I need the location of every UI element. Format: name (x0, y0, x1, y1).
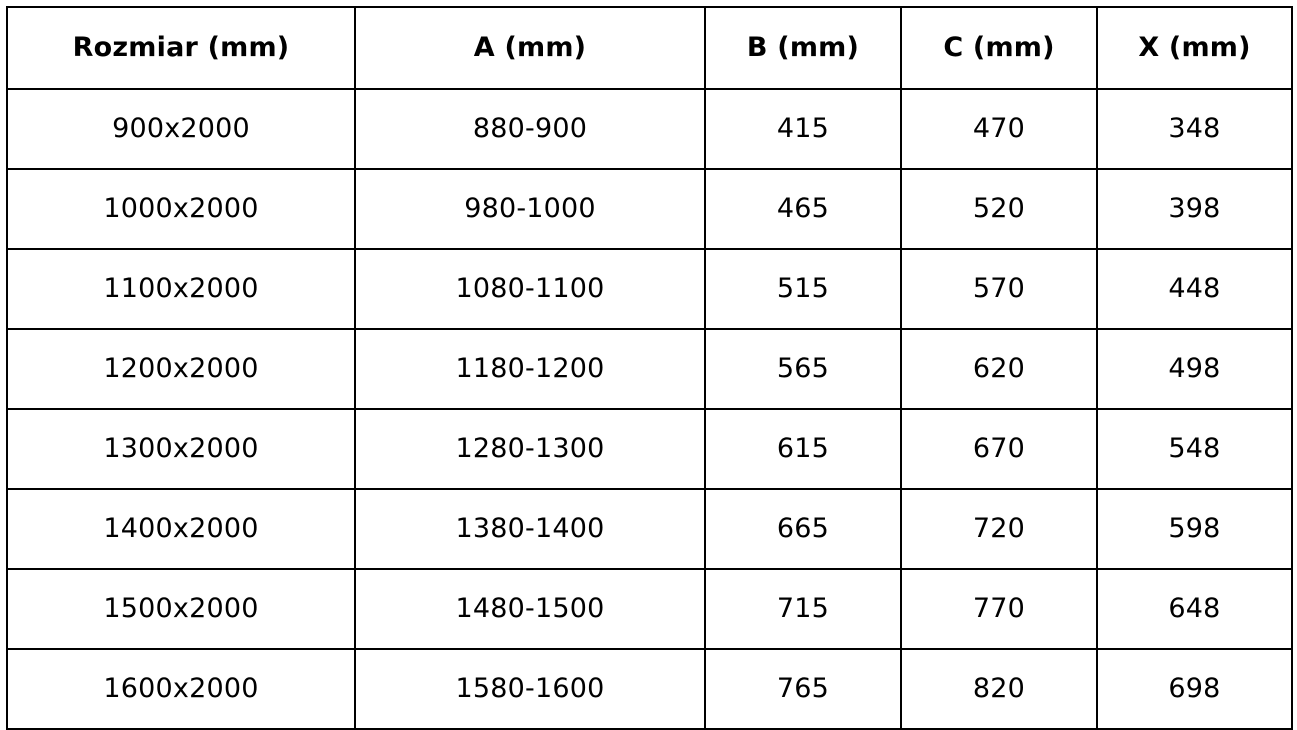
cell-b: 615 (705, 409, 901, 489)
column-header-x: X (mm) (1097, 7, 1292, 89)
cell-x: 548 (1097, 409, 1292, 489)
cell-c: 570 (901, 249, 1097, 329)
cell-size: 1500x2000 (7, 569, 355, 649)
table-body (7, 89, 1292, 729)
table-row (7, 649, 1292, 729)
column-header-c: C (mm) (901, 7, 1097, 89)
cell-x: 448 (1097, 249, 1292, 329)
cell-b: 665 (705, 489, 901, 569)
cell-x: 398 (1097, 169, 1292, 249)
cell-a: 880-900 (355, 89, 705, 169)
cell-x: 348 (1097, 89, 1292, 169)
cell-size: 900x2000 (7, 89, 355, 169)
cell-a: 980-1000 (355, 169, 705, 249)
cell-x: 598 (1097, 489, 1292, 569)
cell-size: 1400x2000 (7, 489, 355, 569)
cell-size: 1600x2000 (7, 649, 355, 729)
cell-b: 415 (705, 89, 901, 169)
table-row (7, 169, 1292, 249)
cell-b: 765 (705, 649, 901, 729)
cell-x: 648 (1097, 569, 1292, 649)
cell-c: 620 (901, 329, 1097, 409)
cell-c: 820 (901, 649, 1097, 729)
cell-c: 670 (901, 409, 1097, 489)
cell-b: 715 (705, 569, 901, 649)
cell-c: 720 (901, 489, 1097, 569)
cell-a: 1180-1200 (355, 329, 705, 409)
cell-size: 1200x2000 (7, 329, 355, 409)
table-row (7, 89, 1292, 169)
size-specification-table (6, 6, 1293, 730)
table-row (7, 409, 1292, 489)
cell-a: 1280-1300 (355, 409, 705, 489)
cell-size: 1000x2000 (7, 169, 355, 249)
column-header-a: A (mm) (355, 7, 705, 89)
cell-b: 465 (705, 169, 901, 249)
cell-size: 1300x2000 (7, 409, 355, 489)
table-row (7, 249, 1292, 329)
cell-c: 770 (901, 569, 1097, 649)
cell-c: 470 (901, 89, 1097, 169)
table-row (7, 489, 1292, 569)
cell-c: 520 (901, 169, 1097, 249)
cell-a: 1580-1600 (355, 649, 705, 729)
cell-a: 1080-1100 (355, 249, 705, 329)
table-row (7, 329, 1292, 409)
column-header-rozmiar: Rozmiar (mm) (7, 7, 355, 89)
cell-a: 1380-1400 (355, 489, 705, 569)
table-header (7, 7, 1292, 89)
column-header-b: B (mm) (705, 7, 901, 89)
cell-x: 698 (1097, 649, 1292, 729)
cell-a: 1480-1500 (355, 569, 705, 649)
cell-size: 1100x2000 (7, 249, 355, 329)
cell-b: 515 (705, 249, 901, 329)
table-row (7, 569, 1292, 649)
table-header-row (7, 7, 1292, 89)
cell-b: 565 (705, 329, 901, 409)
cell-x: 498 (1097, 329, 1292, 409)
